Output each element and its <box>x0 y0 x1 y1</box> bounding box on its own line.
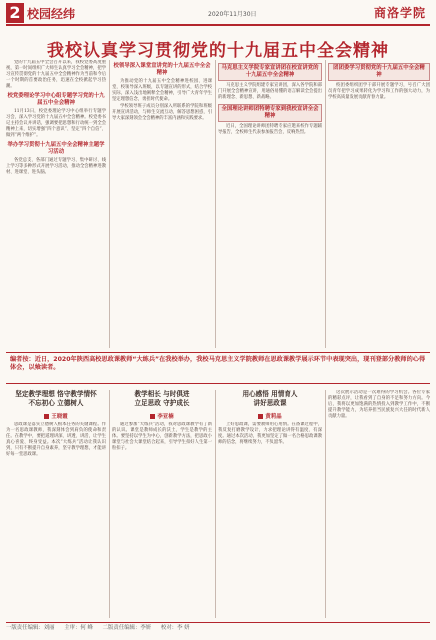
article-2-body <box>112 422 212 618</box>
article-title-line: 坚定教学理想 恪守教学情怀 <box>15 390 97 398</box>
paragraph: 马克思主义学院组建专家宣讲团，深入各学院和部门开展全会精神宣讲，用通俗易懂的语言解读全会提出的新理念、新思想、新战略。 <box>218 83 322 100</box>
article-title-line: 立足思政 守护成长 <box>134 399 190 407</box>
column-divider <box>215 60 216 348</box>
paragraph: 校团委组织团学干部开展专题学习，号召广大团员青年把学习成果转化为学习和工作的强大动力，为学校高质量发展贡献青春力量。 <box>328 83 430 100</box>
subheading: 校党委理论学习中心组专题学习党的十九届五中全会精神 <box>7 93 105 106</box>
section-name: 校园经纬 <box>27 7 76 21</box>
author-name: 李亚楠 <box>157 414 174 420</box>
article-4-body <box>328 390 430 618</box>
paragraph: 上好思政课，需要教师用心用情。在备课过程中，我反复打磨教学设计，力求把理论讲得有温度、有深度。通过本次活动，我更加坚定了做一名合格思政课教师的信念，将继续努力，不负韶华。 <box>218 422 322 445</box>
issue-date: 2020年11月30日 <box>208 11 257 18</box>
subheading: 全国理论讲师团特聘专家到我校宣讲全会精神 <box>218 104 322 122</box>
article-2-title <box>112 390 212 408</box>
article-title-line: 用心感悟 用情育人 <box>242 390 298 398</box>
subheading: 马克思主义学院专家宣讲团在校宣讲党的十九届五中全会精神 <box>218 63 322 81</box>
subheading: 团团委学习贯彻党的十九届五中全会精神 <box>328 63 430 81</box>
column-divider <box>215 390 216 618</box>
paragraph: 学校领导班子成员分别深入所联系的学院和班级开展宣讲活动，与师生交流互动，解答思想困惑，引导大家深刻领会全会精神的丰富内涵和实践要求。 <box>112 104 212 121</box>
author-name: 黄莉晶 <box>265 414 282 420</box>
paragraph: 思政课是落实立德树人根本任务的关键课程。作为一名思政课教师，我深刻体会到肩负的使命和责任。在教学中，要把道理讲深、讲透、讲活，让学生真心喜爱、终身受益。本次“大练兵”活动让我认识到，只有不断提升自身素养，坚守教学理想，才能讲好每一堂思政课。 <box>6 422 106 457</box>
editor-note: 编者按：近日，2020年陕西高校思政课教师“大练兵”在我校举办，我校马克思主义学院教师在思政课教学展示环节中表现突出，现刊登部分教师的心得体会，以飨读者。 <box>6 352 430 384</box>
article-3-author <box>218 412 322 420</box>
column-divider <box>109 60 110 348</box>
top-column-4 <box>328 60 430 348</box>
subheading: 校领导深入课堂宣讲党的十九届五中全会精神 <box>113 63 211 76</box>
article-title-line: 讲好思政课 <box>253 399 287 407</box>
article-title-line: 不忘初心 立德树人 <box>28 399 84 407</box>
article-3-body <box>218 422 322 618</box>
paragraph: 11月13日，校党委理论学习中心组举行专题学习会，深入学习党的十九届五中全会精神。校党委书记主持会议并讲话，强调要把思想和行动统一到全会精神上来，切实增强“四个意识”、坚定“四个自信”、做到“两个维护”。 <box>6 109 106 138</box>
paragraph: 为推动党的十九届五中全会精神进校园、进课堂，校领导深入班级，以专题宣讲的形式，结合学校实际，深入浅出地阐释全会精神，引导广大青年学生坚定理想信念，勇担时代使命。 <box>112 79 212 102</box>
paragraph: 这次展示活动是一次难得的学习机会。各位专家的精彩点评，让我看到了自身的不足和努力方向。今后，我将以更加饱满的热情投入到教学工作中，不断提升教学能力，为培养担当民族复兴大任的时代新人贡献力量。 <box>328 390 430 419</box>
article-2-author <box>112 412 212 420</box>
column-divider <box>325 60 326 348</box>
header-rule <box>6 24 430 26</box>
author-mark-icon <box>150 414 155 419</box>
article-1-body <box>6 422 106 618</box>
subheading: 举办学习贯彻十九届五中全会精神主题学习活动 <box>7 142 105 155</box>
page-number: 2 <box>6 3 24 23</box>
column-divider <box>109 390 110 618</box>
footer-editor: 一版责任编辑：刘丽 <box>6 625 55 631</box>
top-column-1 <box>6 60 106 348</box>
column-divider <box>325 390 326 618</box>
article-1-title <box>6 390 106 408</box>
footer-page-editor: 二版责任编辑：李妍 <box>102 625 152 631</box>
footer-reviewer: 主审：何 峰 <box>64 625 93 631</box>
paragraph: 近日，全国理论讲师团特聘专家应邀来校作专题辅导报告，全校师生代表参加报告会，反响热烈。 <box>218 124 322 135</box>
article-title-line: 教学相长 与时俱进 <box>134 390 190 398</box>
article-3-title <box>218 390 322 408</box>
top-column-2 <box>112 60 212 348</box>
page-footer <box>6 622 430 634</box>
masthead-logo: 商洛学院 <box>373 6 426 20</box>
author-mark-icon <box>258 414 263 419</box>
author-mark-icon <box>44 414 49 419</box>
author-name: 王晓霞 <box>51 414 68 420</box>
headline: 我校认真学习贯彻党的十九届五中全会精神 <box>47 41 389 61</box>
top-column-3 <box>218 60 322 348</box>
intro-paragraph: 党的十九届五中全会召开以来，我校党委高度重视，第一时间组织广大师生认真学习全会精神，把学习宣传贯彻党的十九届五中全会精神作为当前和今后一个时期的首要政治任务，迅速在全校掀起学习热潮。 <box>6 60 106 89</box>
paragraph: 通过参加“大练兵”活动，我对思政课教学有了新的认识。课堂是教师成长的沃土，学生是教学的主体。要坚持以学生为中心，创新教学方法，把思政小课堂与社会大课堂结合起来，引导学生扣好人生第一粒扣子。 <box>112 422 212 451</box>
page-header <box>0 0 436 26</box>
article-1-author <box>6 412 106 420</box>
footer-proofreader: 校对：李 妍 <box>160 625 190 631</box>
paragraph: 各党总支、各部门通过专题学习、集中研讨、线上学习等多种形式开展学习活动，推动全会精神进教材、进课堂、进头脑。 <box>6 158 106 175</box>
